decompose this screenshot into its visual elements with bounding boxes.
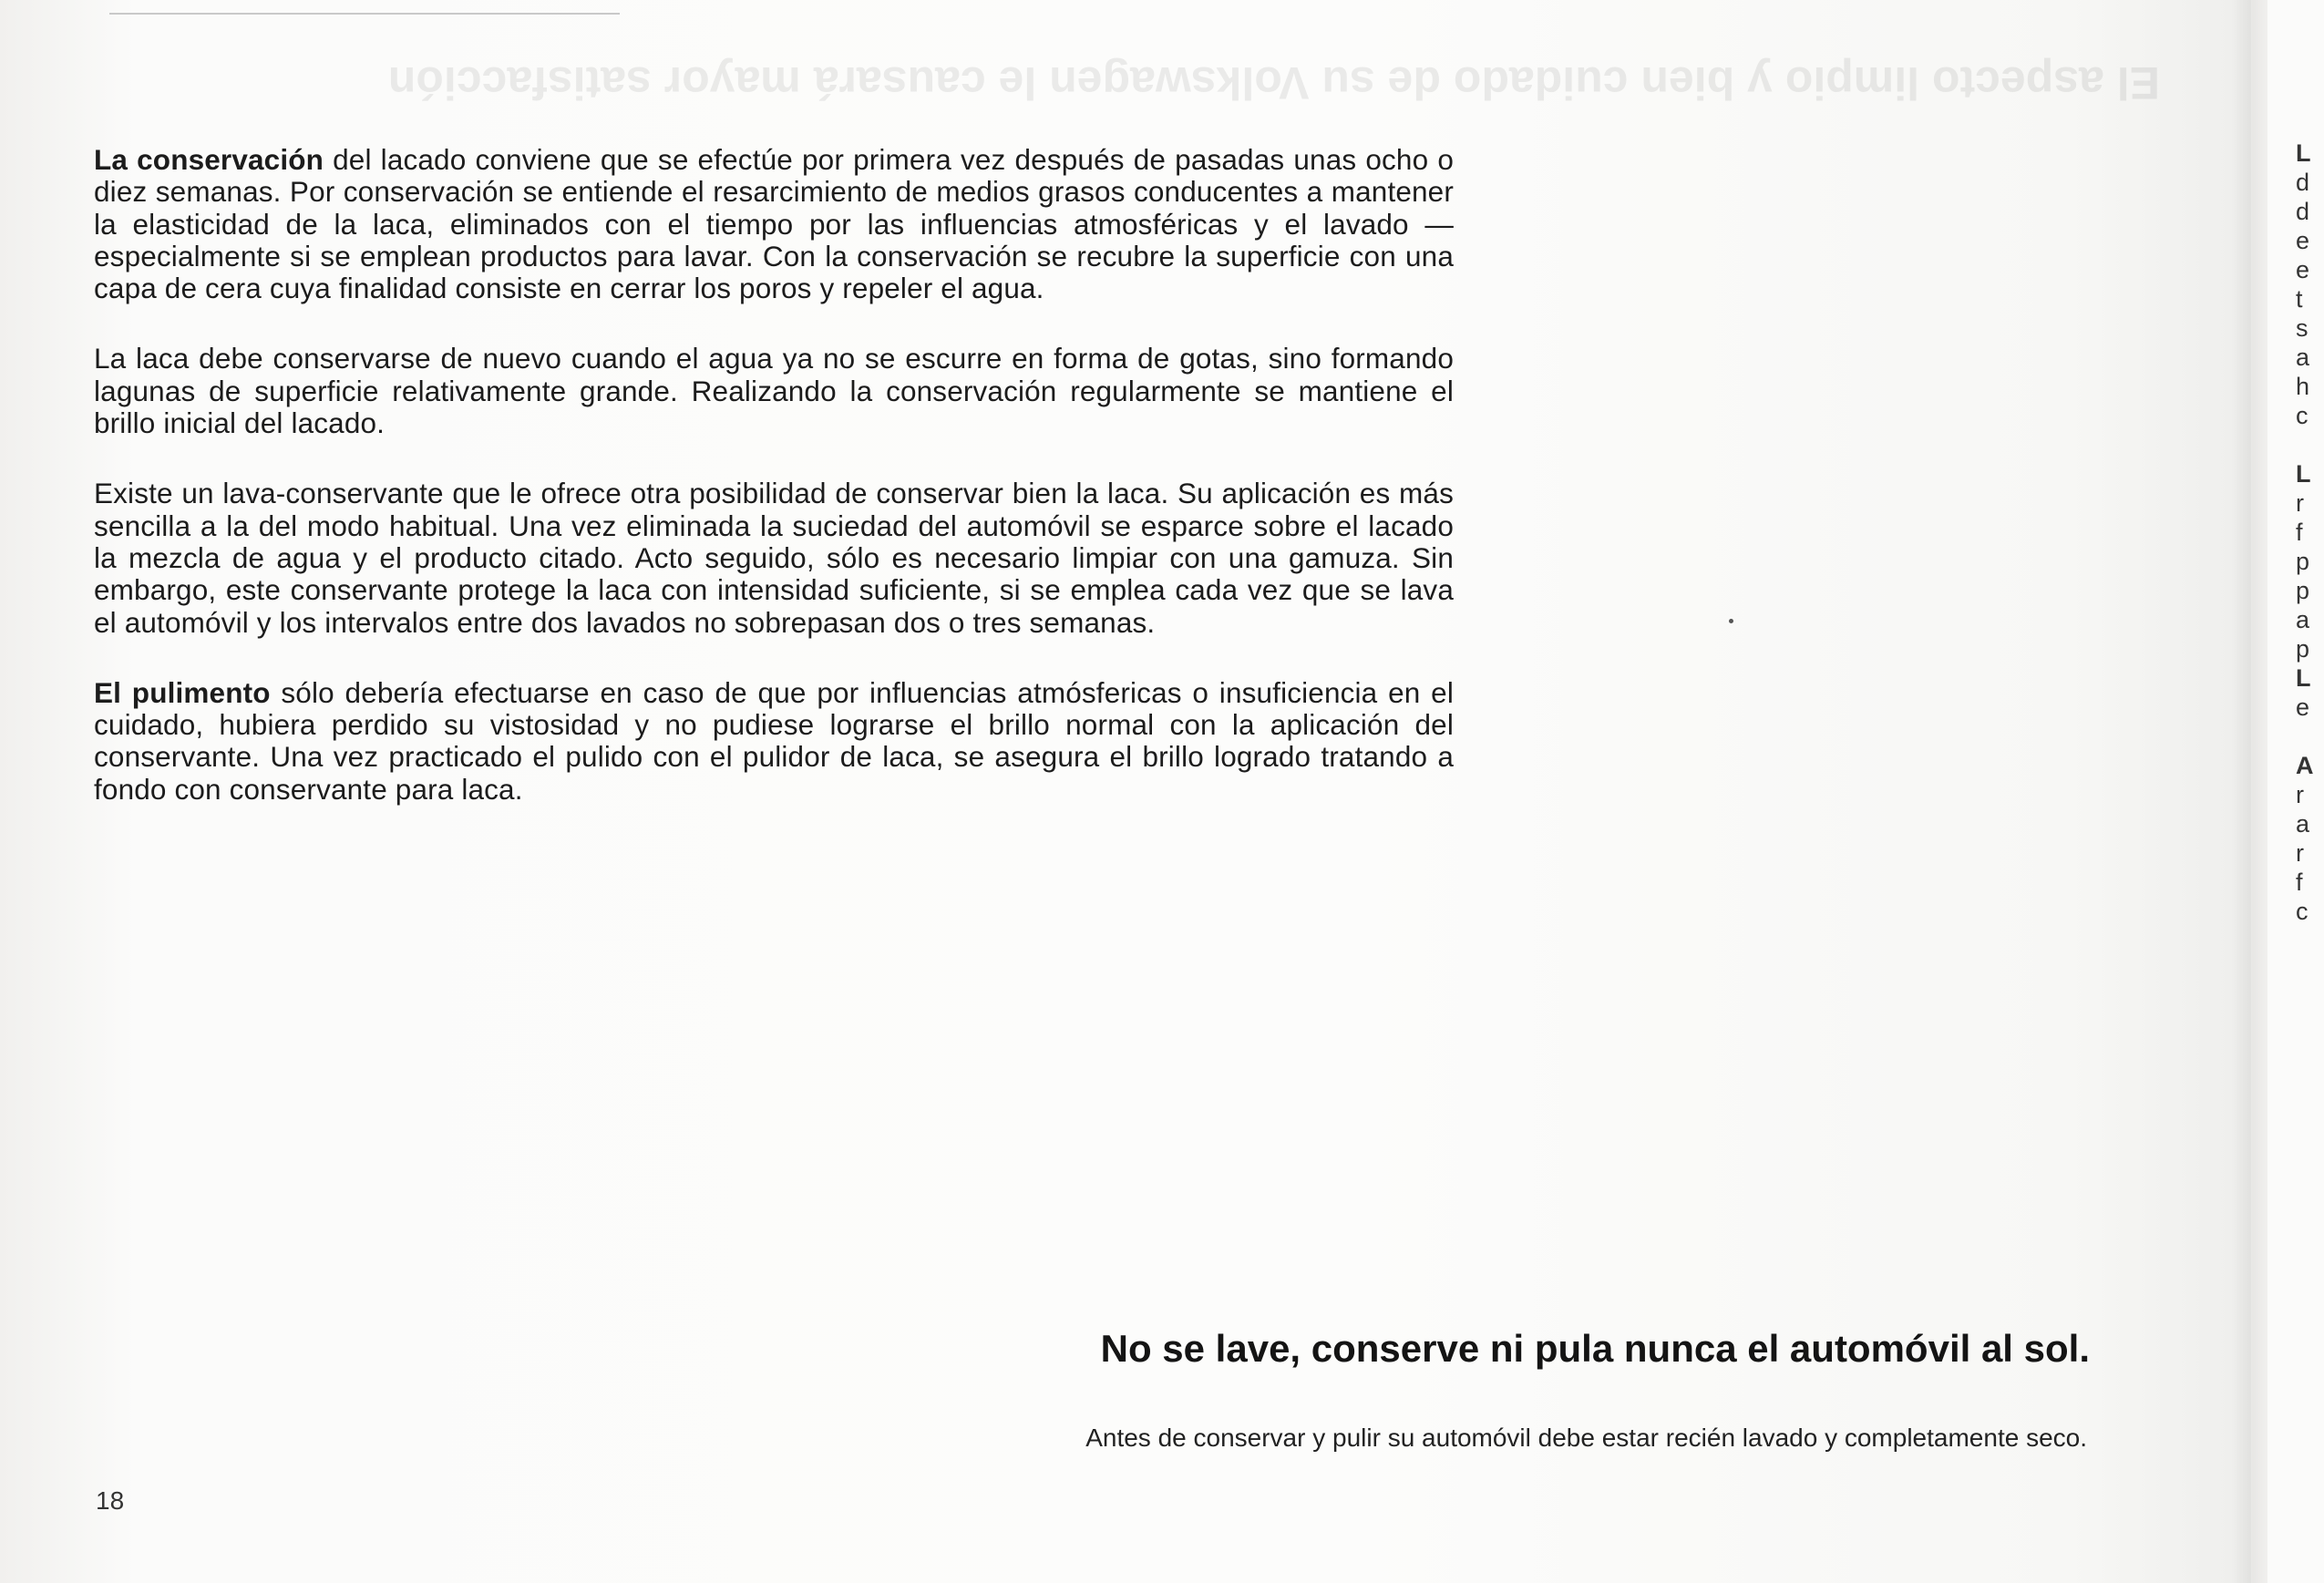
next-page-cut-off-text <box>2296 139 2323 926</box>
next-page-letter: r <box>2296 839 2304 867</box>
paragraph-lead: El pulimento <box>94 675 271 709</box>
next-page-letter: A <box>2296 752 2314 779</box>
warning-text: Antes de conservar y pulir su automóvil debe estar recién lavado y completamente seco. <box>1085 1424 2087 1452</box>
body-text-column <box>94 144 1454 844</box>
paragraph-body: La laca debe conservarse de nuevo cuando el agua ya no se escurre en forma de gotas, sino formando lagunas de superficie relativamente grande. Realizando la conservación regularmente se mantiene el brillo inicial del lacado. <box>94 342 1454 440</box>
next-page-letter: d <box>2296 169 2310 196</box>
next-page-letter: e <box>2296 694 2310 721</box>
page-number: 18 <box>96 1486 125 1515</box>
next-page-letter: L <box>2296 139 2311 167</box>
next-page-letter: e <box>2296 256 2310 283</box>
next-page-letter: h <box>2296 373 2310 400</box>
next-page-letter: s <box>2296 314 2309 342</box>
next-page-letter: r <box>2296 489 2304 517</box>
next-page-letter <box>2296 722 2323 751</box>
next-page-letter: f <box>2296 869 2303 896</box>
next-page-letter: c <box>2296 898 2309 925</box>
next-page-letter: a <box>2296 810 2310 838</box>
paper-speck <box>1729 619 1733 623</box>
paragraph-body: sólo debería efectuarse en caso de que por influencias atmósfericas o insuficiencia en el cuidado, hubiera perdido su vistosidad y no pudiese lograrse el brillo normal con la aplicación del conservante. Una vez practicado el pulido con el pulidor de laca, se asegura el brillo logrado tratando a fondo con conservante para laca. <box>94 675 1454 806</box>
next-page-letter: L <box>2296 460 2311 488</box>
paragraph-body: Existe un lava-conservante que le ofrece otra posibilidad de conservar bien la laca. Su aplicación es más sencilla a la del modo habitual. Una vez eliminada la suciedad del automóvil se esparce sobre el lacado la mezcla de agua y el producto citado. Acto seguido, sólo es necesario limpiar con una gamuza. Sin embargo, este conservante protege la laca con intensidad suficiente, si se emplea cada vez que se lava el automóvil y los intervalos entre dos lavados no sobrepasan dos o tres semanas. <box>94 477 1454 639</box>
next-page-letter: d <box>2296 198 2310 225</box>
next-page-letter: t <box>2296 285 2303 313</box>
paragraph-body: del lacado conviene que se efectúe por primera vez después de pasadas unas ocho o diez semanas. Por conservación se entiende el resarcimiento de medios grasos conducentes a mantener la elasticidad de la laca, eliminados con el tiempo por las influencias atmosféricas y el lavado — especialmente si se emplean productos para lavar. Con la conservación se recubre la superficie con una capa de cera cuya finalidad consiste en cerrar los poros y repeler el agua. <box>94 143 1454 305</box>
paragraph-lead: La conservación <box>94 143 324 176</box>
next-page-letter: p <box>2296 577 2310 604</box>
show-through-heading: El aspecto limpio y bien cuidado de su Volkswagen le causará mayor satisfacción <box>387 57 2160 108</box>
next-page-letter <box>2296 430 2323 459</box>
warning-heading: No se lave, conserve ni pula nunca el automóvil al sol. <box>1100 1327 2090 1370</box>
paragraph-conservacion <box>94 144 1454 304</box>
next-page-letter: a <box>2296 606 2310 633</box>
next-page-letter: p <box>2296 548 2310 575</box>
top-divider <box>109 13 620 15</box>
paragraph-lava-conservante <box>94 478 1454 638</box>
next-page-letter: e <box>2296 227 2310 254</box>
next-page-letter: f <box>2296 519 2303 546</box>
paragraph-pulimento <box>94 677 1454 806</box>
next-page-letter: a <box>2296 344 2310 371</box>
next-page-letter: p <box>2296 635 2310 663</box>
book-gutter <box>2231 0 2267 1583</box>
next-page-letter: c <box>2296 402 2309 429</box>
paragraph-laca-de-nuevo <box>94 343 1454 439</box>
next-page-letter: L <box>2296 664 2311 692</box>
next-page-letter: r <box>2296 781 2304 808</box>
